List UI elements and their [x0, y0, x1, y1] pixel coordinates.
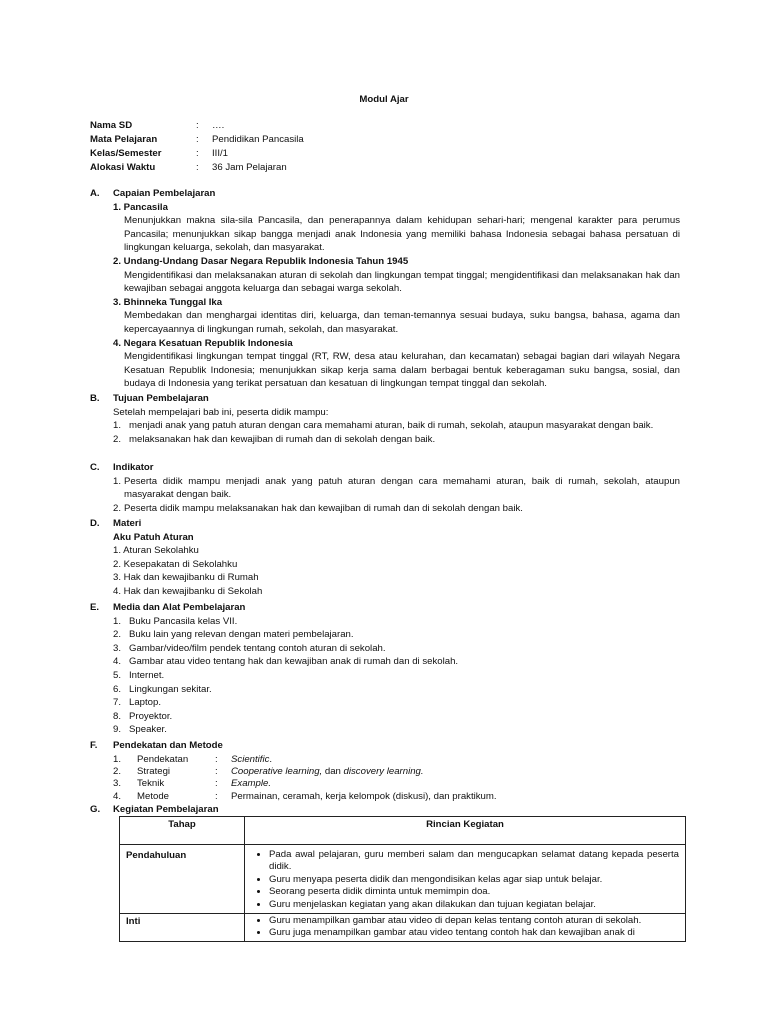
info-label: Nama SD	[90, 120, 133, 131]
table-row	[120, 913, 686, 941]
subheading: 2. Undang-Undang Dasar Negara Republik Indonesia Tahun 1945	[113, 255, 409, 267]
list-item: • Guru juga menampilkan gambar atau video tentang contoh hak dan kewajiban anak di	[269, 927, 679, 940]
list-item: 9. Speaker.	[113, 724, 167, 736]
method-row: 1. Pendekatan : Scientific.	[113, 753, 273, 765]
list-item: 1. Aturan Sekolahku	[113, 545, 199, 557]
table-header-row	[120, 817, 686, 845]
section-pendekatan	[90, 739, 680, 802]
list-item: 5. Internet.	[113, 669, 165, 681]
activity-table	[119, 816, 686, 942]
list-item: • Seorang peserta didik diminta untuk memimpin doa.	[269, 886, 679, 899]
info-row	[90, 133, 304, 147]
colon: :	[196, 148, 199, 159]
paragraph: Membedakan dan menghargai identitas diri, keluarga, dan teman-temannya sesuai budaya, suku bangsa, bahasa, agama dan kepercayaannya di lingkungan rumah, sekolah, dan masyarakat.	[124, 310, 680, 335]
section-heading: A. Capaian Pembelajaran	[90, 188, 216, 199]
paragraph: Menunjukkan makna sila-sila Pancasila, dan penerapannya dalam kehidupan sehari-hari; mengenal karakter para perumus Pancasila; menunjukkan sikap bangga menjadi anak Indonesia yang memiliki bahasa Indonesia sebagai bahasa persatuan di lingkungan keluarga, sekolah, dan masyarakat.	[124, 215, 680, 254]
section-indikator	[90, 461, 680, 515]
section-heading: D. Materi	[90, 518, 142, 529]
colon: :	[196, 162, 199, 173]
method-row: 4. Metode : Permainan, ceramah, kerja kelompok (diskusi), dan praktikum.	[113, 790, 497, 802]
list-item: 1. menjadi anak yang patuh aturan dengan cara memahami aturan, baik di rumah, sekolah, ataupun masyarakat dengan baik.	[113, 420, 654, 432]
list-item: 2. Buku lain yang relevan dengan materi pembelajaran.	[113, 629, 354, 641]
column-header: Rincian Kegiatan	[245, 817, 686, 845]
list-item: 1. Peserta didik mampu menjadi anak yang patuh aturan dengan cara memahami aturan, baik di rumah, sekolah, ataupun masyarakat dengan baik.	[113, 475, 680, 501]
list-item: • Guru menyapa peserta didik dan mengondisikan kelas agar siap untuk belajar.	[269, 874, 679, 887]
document-title: Modul Ajar	[359, 94, 409, 105]
section-kegiatan	[90, 803, 680, 817]
list-item: 6. Lingkungan sekitar.	[113, 683, 212, 695]
list-item: 3. Gambar/video/film pendek tentang contoh aturan di sekolah.	[113, 642, 386, 654]
info-label: Mata Pelajaran	[90, 134, 158, 145]
list-item: 4. Gambar atau video tentang hak dan kewajiban anak di rumah dan di sekolah.	[113, 656, 459, 668]
subheading: 3. Bhinneka Tunggal Ika	[113, 296, 223, 308]
stage-cell: Inti	[120, 913, 245, 941]
section-tujuan	[90, 392, 680, 446]
colon: :	[196, 134, 199, 145]
table-row	[120, 844, 686, 913]
info-row	[90, 119, 304, 133]
info-value: 36 Jam Pelajaran	[212, 162, 287, 173]
info-label: Alokasi Waktu	[90, 162, 156, 173]
info-row	[90, 161, 304, 175]
info-value: III/1	[212, 148, 228, 159]
details-cell	[245, 913, 686, 941]
section-heading: C. Indikator	[90, 462, 154, 473]
method-row: 3. Teknik : Example.	[113, 778, 271, 790]
section-heading: G. Kegiatan Pembelajaran	[90, 804, 219, 815]
list-item: • Guru menjelaskan kegiatan yang akan dilakukan dan tujuan kegiatan belajar.	[269, 899, 679, 912]
list-item: 2. Kesepakatan di Sekolahku	[113, 558, 238, 570]
info-label: Kelas/Semester	[90, 148, 162, 159]
section-heading: E. Media dan Alat Pembelajaran	[90, 602, 246, 613]
list-item: • Pada awal pelajaran, guru memberi salam dan mengucapkan selamat datang kepada peserta didik.	[269, 849, 679, 874]
list-item: 8. Proyektor.	[113, 710, 173, 722]
list-item: 4. Hak dan kewajibanku di Sekolah	[113, 585, 263, 597]
subheading: 4. Negara Kesatuan Republik Indonesia	[113, 337, 293, 349]
paragraph: Mengidentifikasi lingkungan tempat tinggal (RT, RW, desa atau kelurahan, dan kecamatan) sebagai bagian dari wilayah Negara Kesatuan Republik Indonesia; menunjukkan sikap kerja sama dalam berbagai bentuk keberagaman suku bangsa, sosial, dan budaya di Indonesia yang terikat persatuan dan kesatuan di lingkungan tempat tinggal dan sekolah.	[124, 351, 680, 390]
list-item: 3. Hak dan kewajibanku di Rumah	[113, 572, 259, 584]
colon: :	[196, 120, 199, 131]
section-capaian	[90, 187, 680, 391]
list-item: 2. melaksanakan hak dan kewajiban di rumah dan di sekolah dengan baik.	[113, 433, 436, 445]
paragraph: Setelah mempelajari bab ini, peserta didik mampu:	[113, 406, 329, 418]
section-media	[90, 601, 680, 737]
column-header: Tahap	[120, 817, 245, 845]
list-item: 1. Buku Pancasila kelas VII.	[113, 615, 238, 627]
method-row: 2. Strategi : Cooperative learning, dan discovery learning.	[113, 765, 424, 777]
info-row	[90, 147, 304, 161]
section-heading: F. Pendekatan dan Metode	[90, 740, 223, 751]
subheading: Aku Patuh Aturan	[113, 531, 194, 543]
identity-block	[90, 119, 304, 175]
stage-cell: Pendahuluan	[120, 844, 245, 913]
list-item: • Guru menampilkan gambar atau video di depan kelas tentang contoh aturan di sekolah.	[269, 915, 679, 928]
list-item: 7. Laptop.	[113, 697, 162, 709]
info-value: ….	[212, 120, 225, 131]
list-item: 2. Peserta didik mampu melaksanakan hak dan kewajiban di rumah dan di sekolah dengan baik.	[113, 502, 523, 514]
subheading: 1. Pancasila	[113, 201, 168, 213]
info-value: Pendidikan Pancasila	[212, 134, 304, 145]
section-materi	[90, 517, 680, 599]
details-cell	[245, 844, 686, 913]
paragraph: Mengidentifikasi dan melaksanakan aturan di sekolah dan lingkungan tempat tinggal; mengidentifikasi dan melaksanakan hak dan kewajiban sebagai anggota keluarga dan sebagai warga sekolah.	[124, 269, 680, 295]
section-heading: B. Tujuan Pembelajaran	[90, 393, 209, 404]
